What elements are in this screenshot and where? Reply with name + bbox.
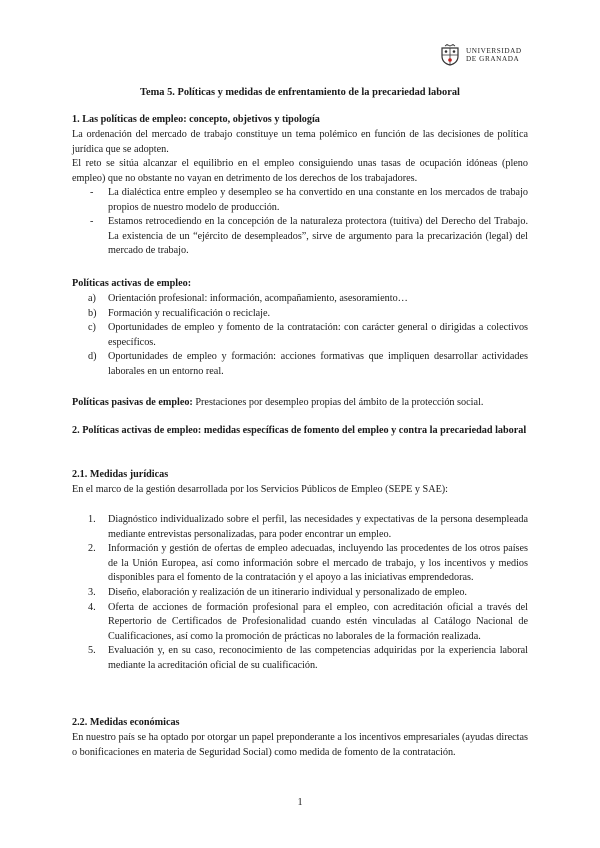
list-marker: b) xyxy=(88,307,97,319)
list-item-text: Formación y recualificación o reciclaje. xyxy=(108,307,271,319)
university-logo xyxy=(438,44,528,66)
list-item xyxy=(72,586,528,601)
list-item-text: Información y gestión de ofertas de empleo adecuadas, incluyendo las procedentes de los otros países de la Unión Europea, así como información sobre el mercado de trabajo, y los incentivos y medios disponibles para el fomento de la contratación y el apoyo a las iniciativas emprendedoras. xyxy=(108,543,528,584)
list-item-text: Orientación profesional: información, acompañamiento, asesoramiento… xyxy=(108,293,408,304)
list-item xyxy=(72,186,528,215)
section1-paragraph-1: La ordenación del mercado de trabajo constituye un tema polémico en función de las decisiones de política jurídica que se adopten. xyxy=(72,129,528,155)
activas-heading: Políticas activas de empleo: xyxy=(72,278,192,289)
list-item-text: Oportunidades de empleo y fomento de la contratación: con carácter general o dirigidas a colectivos específicos. xyxy=(108,322,528,348)
section1-paragraph-2: El reto se sitúa alcanzar el equilibrio en el empleo consiguiendo unas tasas de ocupación idóneas (pleno empleo) que no obstante no vayan en detrimento de los derechos de los trabajadores. xyxy=(72,158,528,184)
list-marker: 1. xyxy=(88,514,96,525)
list-marker: 5. xyxy=(88,645,96,657)
list-item xyxy=(72,321,528,350)
list-marker: 2. xyxy=(88,543,96,555)
list-marker: 4. xyxy=(88,601,96,613)
section1-heading: 1. Las políticas de empleo: concepto, objetivos y tipología xyxy=(72,114,320,125)
logo-text-line1: UNIVERSIDAD xyxy=(466,47,522,55)
list-item xyxy=(72,542,528,586)
section1-bullet-list xyxy=(72,186,528,259)
juridicas-list xyxy=(72,513,528,674)
pasivas-label: Políticas pasivas de empleo: xyxy=(72,397,193,408)
list-item-text: Evaluación y, en su caso, reconocimiento de las competencias adquiridas por la experiencia laboral mediante la acreditación oficial de su cualificación. xyxy=(108,645,528,671)
list-item-text: Estamos retrocediendo en la concepción de la naturaleza protectora (tuitiva) del Derecho del Trabajo. La existencia de un “ejército de desempleados”, sirve de argumento para la precarización (legal) del mercado de trabajo. xyxy=(108,216,528,257)
list-item xyxy=(72,307,528,322)
list-item xyxy=(72,350,528,379)
list-marker: 3. xyxy=(88,586,96,598)
pasivas-text: Prestaciones por desempleo propias del ámbito de la protección social. xyxy=(192,397,484,408)
juridicas-intro: En el marco de la gestión desarrollada por los Servicios Públicos de Empleo (SEPE y SAE): xyxy=(72,484,449,495)
pasivas-paragraph xyxy=(72,396,528,411)
list-marker: - xyxy=(90,187,94,198)
list-marker: a) xyxy=(88,293,96,304)
section2-heading: 2. Políticas activas de empleo: medidas específicas de fomento del empleo y contra la precariedad laboral xyxy=(72,425,527,436)
list-item-text: Diagnóstico individualizado sobre el perfil, las necesidades y expectativas de la persona desempleada mediante entrevistas personalizadas, para poder encontrar un empleo. xyxy=(108,514,528,540)
list-item xyxy=(72,215,528,259)
list-item xyxy=(72,292,528,307)
economicas-paragraph: En nuestro país se ha optado por otorgar un papel preponderante a los incentivos empresariales (ayudas directas o bonificaciones en materia de Seguridad Social) como medida de fomento de la contratación. xyxy=(72,732,528,758)
list-marker: c) xyxy=(88,322,96,334)
list-item-text: Diseño, elaboración y realización de un itinerario individual y personalizado de empleo. xyxy=(108,586,467,598)
list-item xyxy=(72,644,528,673)
activas-list xyxy=(72,292,528,380)
list-item xyxy=(72,601,528,645)
document-title: Tema 5. Políticas y medidas de enfrentamiento de la precariedad laboral xyxy=(140,87,460,98)
list-item-text: Oferta de acciones de formación profesional para el empleo, con acreditación oficial a través del Repertorio de Certificados de Profesionalidad cuando estén vinculadas al Catálogo Nacional de Cualificaciones, así como la promoción de prácticas no laborales de la formación realizada. xyxy=(108,601,528,642)
page-number: 1 xyxy=(297,797,303,808)
list-item xyxy=(72,513,528,542)
list-item-text: La dialéctica entre empleo y desempleo se ha convertido en una constante en los mercados de trabajo propios de nuestro modelo de producción. xyxy=(108,187,528,213)
juridicas-heading: 2.1. Medidas jurídicas xyxy=(72,469,169,480)
list-marker: d) xyxy=(88,351,97,363)
logo-text-line2: DE GRANADA xyxy=(466,55,520,63)
university-crest-icon xyxy=(438,44,462,66)
economicas-heading: 2.2. Medidas económicas xyxy=(72,717,180,728)
list-item-text: Oportunidades de empleo y formación: acciones formativas que impliquen desarrollar actividades laborales en un entorno real. xyxy=(108,351,528,377)
list-marker: - xyxy=(90,216,94,228)
